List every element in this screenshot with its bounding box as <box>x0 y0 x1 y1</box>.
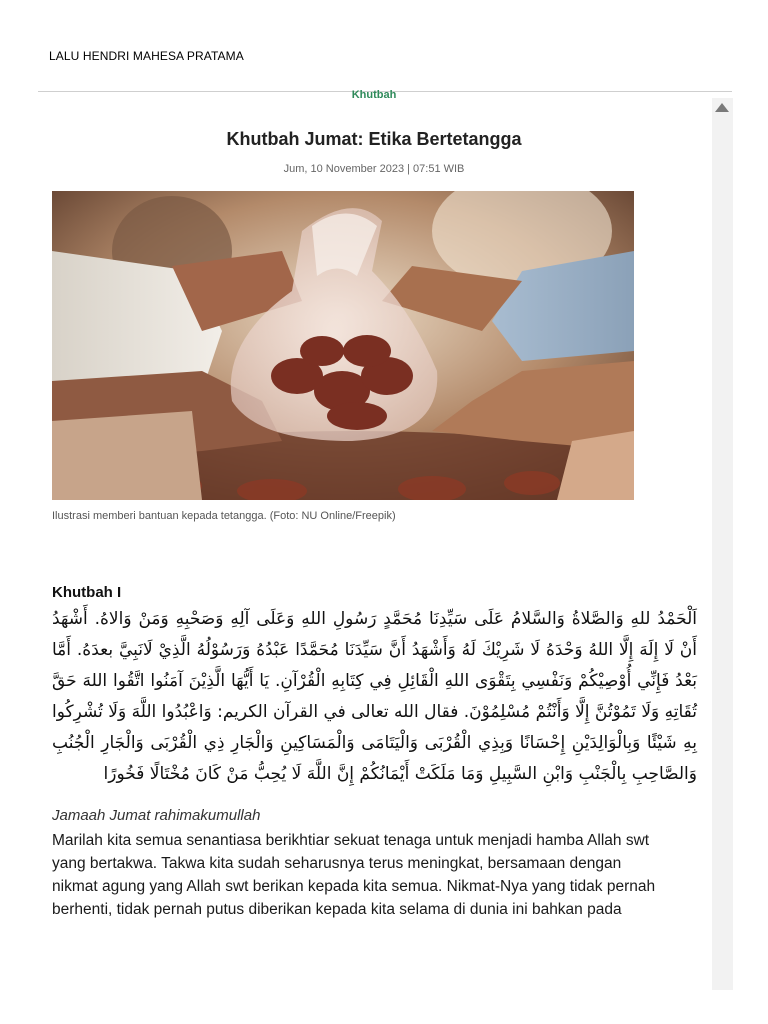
congregation-subheading: Jamaah Jumat rahimakumullah <box>52 807 261 824</box>
photo-illustration-hands-bag <box>52 191 634 500</box>
section-heading: Khutbah I <box>52 584 122 601</box>
article-category[interactable]: Khutbah <box>351 89 397 101</box>
body-line: yang bertakwa. Takwa kita sudah seharusnya terus meningkat, bersamaan dengan <box>52 855 622 872</box>
article-title: Khutbah Jumat: Etika Bertetangga <box>226 129 522 149</box>
article-photo <box>52 191 634 500</box>
document-header-name: LALU HENDRI MAHESA PRATAMA <box>49 49 244 63</box>
article-date: Jum, 10 November 2023 | 07:51 WIB <box>283 163 465 175</box>
vertical-scrollbar[interactable] <box>712 98 733 990</box>
body-line: berhenti, tidak pernah putus diberikan kepada kita selama di dunia ini bahkan pada <box>52 901 622 918</box>
photo-caption: Ilustrasi memberi bantuan kepada tetangga. (Foto: NU Online/Freepik) <box>52 510 396 522</box>
sermon-body-paragraph <box>52 829 702 921</box>
body-line: nikmat agung yang Allah swt berikan kepada kita semua. Nikmat-Nya yang tidak pernah <box>52 878 656 895</box>
arabic-opening-text: اَلْحَمْدُ للهِ وَالصَّلاةُ وَالسَّلامُ عَلَى سَيِّدِنَا مُحَمَّدٍ رَسُولِ اللهِ وَعَلَى آلِهِ وَصَحْبِهِ وَمَنْ وَالاهُ. أَشْهَدُ أَنْ لَا إِلَهَ إِلَّا اللهُ وَحْدَهُ لَا شَرِيْكَ لَهُ وَأَشْهَدُ أَنَّ سَيِّدَنَا مُحَمَّدًا عَبْدُهُ وَرَسُوْلُهُ الَّذِيْ لَانَبِيَّ بعدَهُ. أَمَّا بَعْدُ فَإِنِّي أُوْصِيْكُمْ وَنَفْسِي بِتَقْوَى اللهِ الْقَائِلِ فِي كِتَابِهِ الْقُرْآنِ. يَا أَيُّهَا الَّذِيْنَ آمَنُوا اتَّقُوا اللهَ حَقَّ تُقَاتِهِ وَلَا تَمُوْتُنَّ إِلَّا وَأَنْتُمْ مُسْلِمُوْنَ. فقال الله تعالى في القرآن الكريم: وَاعْبُدُوا اللَّهَ وَلَا تُشْرِكُوا بِهِ شَيْئًا وَبِالْوَالِدَيْنِ إِحْسَانًا وَبِذِي الْقُرْبَى وَالْيَتَامَى وَالْمَسَاكِينِ وَالْجَارِ ذِي الْقُرْبَى وَالْجَارِ الْجُنُبِ وَالصَّاحِبِ بِالْجَنْبِ وَابْنِ السَّبِيلِ وَمَا مَلَكَتْ أَيْمَانُكُمْ إِنَّ اللَّهَ لَا يُحِبُّ مَنْ كَانَ مُخْتَالًا فَخُورًا <box>52 609 697 784</box>
body-line: Marilah kita semua senantiasa berikhtiar sekuat tenaga untuk menjadi hamba Allah swt <box>52 832 650 849</box>
scroll-up-arrow-icon[interactable] <box>715 103 729 112</box>
